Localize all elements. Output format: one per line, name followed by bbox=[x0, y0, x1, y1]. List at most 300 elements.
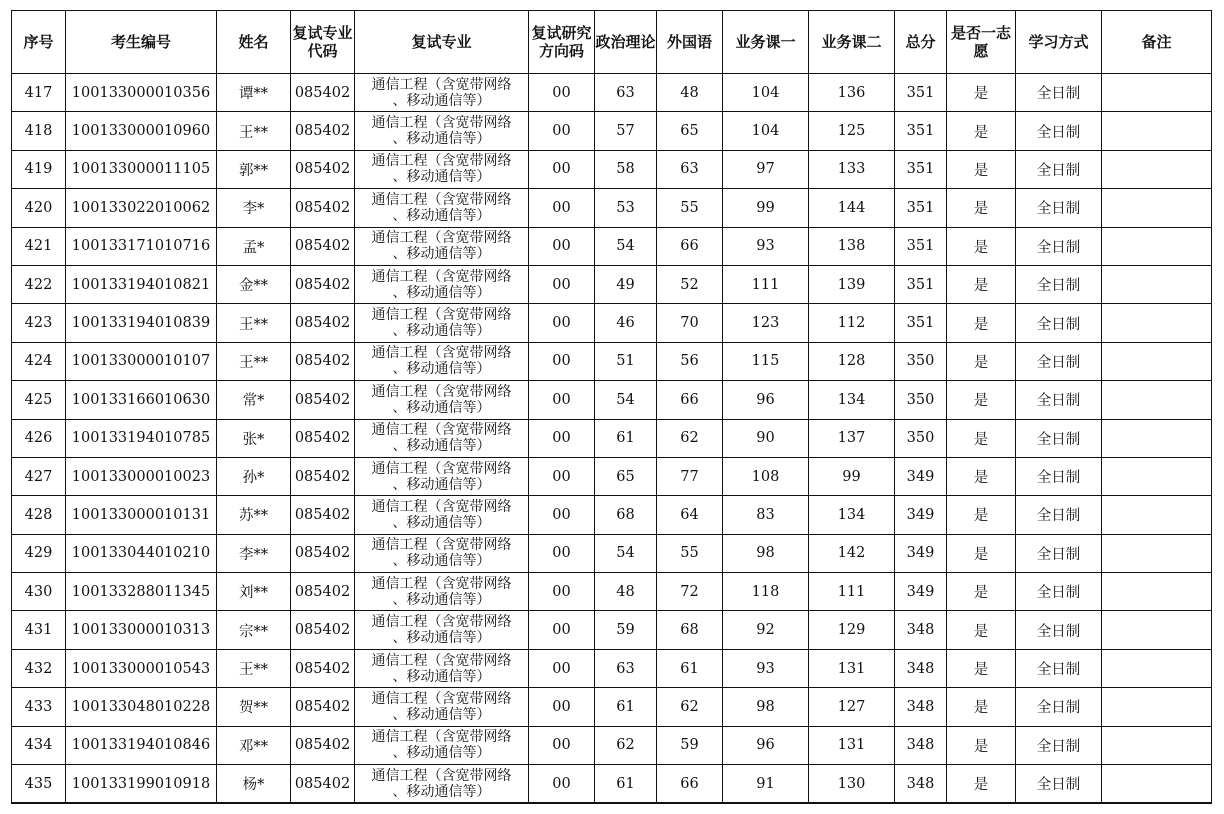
cell-name: 孙* bbox=[217, 457, 291, 495]
cell-major bbox=[355, 496, 529, 534]
cell-exam-id: 100133000010107 bbox=[66, 342, 217, 380]
cell-politics: 59 bbox=[595, 611, 657, 649]
cell-remarks bbox=[1102, 227, 1212, 265]
header-major: 复试专业 bbox=[355, 11, 529, 74]
cell-name: 王** bbox=[217, 112, 291, 150]
cell-course1: 91 bbox=[723, 765, 809, 804]
cell-remarks bbox=[1102, 189, 1212, 227]
cell-study-mode: 全日制 bbox=[1016, 457, 1102, 495]
cell-politics: 54 bbox=[595, 227, 657, 265]
header-name: 姓名 bbox=[217, 11, 291, 74]
cell-language: 64 bbox=[657, 496, 723, 534]
cell-first-choice: 是 bbox=[947, 112, 1016, 150]
cell-exam-id: 100133166010630 bbox=[66, 381, 217, 419]
cell-remarks bbox=[1102, 112, 1212, 150]
major-line-2: 、移动通信等） bbox=[392, 207, 491, 224]
header-direction: 复试研究方向码 bbox=[529, 11, 595, 74]
cell-course1: 104 bbox=[723, 112, 809, 150]
cell-course2: 144 bbox=[809, 189, 895, 227]
major-line-2: 、移动通信等） bbox=[392, 246, 491, 263]
cell-study-mode: 全日制 bbox=[1016, 726, 1102, 764]
cell-exam-id: 100133000010960 bbox=[66, 112, 217, 150]
cell-seq: 428 bbox=[12, 496, 66, 534]
cell-direction: 00 bbox=[529, 304, 595, 342]
cell-direction: 00 bbox=[529, 419, 595, 457]
cell-course1: 83 bbox=[723, 496, 809, 534]
cell-direction: 00 bbox=[529, 573, 595, 611]
major-line-1: 通信工程（含宽带网络 bbox=[371, 498, 512, 515]
cell-total: 351 bbox=[895, 227, 947, 265]
cell-exam-id: 100133000010131 bbox=[66, 496, 217, 534]
cell-exam-id: 100133199010918 bbox=[66, 765, 217, 804]
major-line-1: 通信工程（含宽带网络 bbox=[371, 729, 512, 746]
cell-language: 52 bbox=[657, 265, 723, 303]
cell-major-code: 085402 bbox=[291, 419, 355, 457]
major-line-2: 、移动通信等） bbox=[392, 476, 491, 493]
table-row bbox=[12, 688, 1212, 726]
cell-language: 63 bbox=[657, 150, 723, 188]
cell-first-choice: 是 bbox=[947, 265, 1016, 303]
cell-first-choice: 是 bbox=[947, 419, 1016, 457]
cell-major bbox=[355, 649, 529, 687]
cell-major bbox=[355, 726, 529, 764]
major-line-2: 、移动通信等） bbox=[392, 361, 491, 378]
cell-seq: 419 bbox=[12, 150, 66, 188]
cell-total: 348 bbox=[895, 611, 947, 649]
cell-politics: 46 bbox=[595, 304, 657, 342]
cell-major-code: 085402 bbox=[291, 304, 355, 342]
cell-major bbox=[355, 611, 529, 649]
cell-course2: 134 bbox=[809, 496, 895, 534]
cell-direction: 00 bbox=[529, 381, 595, 419]
cell-direction: 00 bbox=[529, 457, 595, 495]
cell-direction: 00 bbox=[529, 342, 595, 380]
cell-course2: 139 bbox=[809, 265, 895, 303]
cell-total: 351 bbox=[895, 265, 947, 303]
cell-seq: 425 bbox=[12, 381, 66, 419]
cell-language: 66 bbox=[657, 227, 723, 265]
cell-politics: 63 bbox=[595, 649, 657, 687]
cell-direction: 00 bbox=[529, 765, 595, 804]
cell-total: 348 bbox=[895, 726, 947, 764]
cell-language: 55 bbox=[657, 189, 723, 227]
cell-major-code: 085402 bbox=[291, 112, 355, 150]
cell-exam-id: 100133000010313 bbox=[66, 611, 217, 649]
cell-exam-id: 100133022010062 bbox=[66, 189, 217, 227]
cell-direction: 00 bbox=[529, 189, 595, 227]
cell-course2: 125 bbox=[809, 112, 895, 150]
cell-remarks bbox=[1102, 74, 1212, 112]
cell-first-choice: 是 bbox=[947, 189, 1016, 227]
cell-remarks bbox=[1102, 726, 1212, 764]
cell-politics: 61 bbox=[595, 688, 657, 726]
cell-study-mode: 全日制 bbox=[1016, 688, 1102, 726]
header-seq: 序号 bbox=[12, 11, 66, 74]
major-line-2: 、移动通信等） bbox=[392, 438, 491, 455]
cell-name: 孟* bbox=[217, 227, 291, 265]
table-row bbox=[12, 189, 1212, 227]
cell-first-choice: 是 bbox=[947, 611, 1016, 649]
cell-course2: 99 bbox=[809, 457, 895, 495]
cell-politics: 65 bbox=[595, 457, 657, 495]
major-line-2: 、移动通信等） bbox=[392, 783, 491, 800]
cell-major-code: 085402 bbox=[291, 496, 355, 534]
cell-remarks bbox=[1102, 649, 1212, 687]
cell-exam-id: 100133194010821 bbox=[66, 265, 217, 303]
cell-name: 谭** bbox=[217, 74, 291, 112]
cell-name: 李** bbox=[217, 534, 291, 572]
cell-name: 刘** bbox=[217, 573, 291, 611]
cell-direction: 00 bbox=[529, 150, 595, 188]
cell-name: 常* bbox=[217, 381, 291, 419]
major-line-1: 通信工程（含宽带网络 bbox=[371, 614, 512, 631]
cell-seq: 429 bbox=[12, 534, 66, 572]
cell-language: 66 bbox=[657, 381, 723, 419]
cell-politics: 54 bbox=[595, 534, 657, 572]
cell-name: 王** bbox=[217, 649, 291, 687]
major-line-2: 、移动通信等） bbox=[392, 668, 491, 685]
table-row bbox=[12, 304, 1212, 342]
cell-exam-id: 100133194010846 bbox=[66, 726, 217, 764]
cell-first-choice: 是 bbox=[947, 150, 1016, 188]
cell-exam-id: 100133000010543 bbox=[66, 649, 217, 687]
major-line-1: 通信工程（含宽带网络 bbox=[371, 767, 512, 784]
cell-exam-id: 100133048010228 bbox=[66, 688, 217, 726]
cell-name: 苏** bbox=[217, 496, 291, 534]
cell-direction: 00 bbox=[529, 649, 595, 687]
cell-course1: 93 bbox=[723, 649, 809, 687]
cell-study-mode: 全日制 bbox=[1016, 381, 1102, 419]
major-line-2: 、移动通信等） bbox=[392, 553, 491, 570]
cell-politics: 61 bbox=[595, 419, 657, 457]
cell-name: 李* bbox=[217, 189, 291, 227]
cell-remarks bbox=[1102, 304, 1212, 342]
cell-major bbox=[355, 227, 529, 265]
cell-name: 郭** bbox=[217, 150, 291, 188]
cell-politics: 63 bbox=[595, 74, 657, 112]
cell-study-mode: 全日制 bbox=[1016, 227, 1102, 265]
cell-major-code: 085402 bbox=[291, 573, 355, 611]
major-line-2: 、移动通信等） bbox=[392, 591, 491, 608]
header-total: 总分 bbox=[895, 11, 947, 74]
cell-course1: 118 bbox=[723, 573, 809, 611]
cell-remarks bbox=[1102, 457, 1212, 495]
cell-first-choice: 是 bbox=[947, 457, 1016, 495]
major-line-2: 、移动通信等） bbox=[392, 514, 491, 531]
major-line-1: 通信工程（含宽带网络 bbox=[371, 422, 512, 439]
cell-major-code: 085402 bbox=[291, 611, 355, 649]
cell-first-choice: 是 bbox=[947, 342, 1016, 380]
cell-study-mode: 全日制 bbox=[1016, 112, 1102, 150]
cell-name: 宗** bbox=[217, 611, 291, 649]
cell-language: 77 bbox=[657, 457, 723, 495]
header-course2: 业务课二 bbox=[809, 11, 895, 74]
cell-course1: 115 bbox=[723, 342, 809, 380]
cell-course1: 92 bbox=[723, 611, 809, 649]
cell-politics: 62 bbox=[595, 726, 657, 764]
cell-first-choice: 是 bbox=[947, 74, 1016, 112]
cell-first-choice: 是 bbox=[947, 765, 1016, 804]
cell-seq: 426 bbox=[12, 419, 66, 457]
cell-course2: 128 bbox=[809, 342, 895, 380]
table-row bbox=[12, 573, 1212, 611]
cell-politics: 58 bbox=[595, 150, 657, 188]
cell-major-code: 085402 bbox=[291, 227, 355, 265]
cell-politics: 51 bbox=[595, 342, 657, 380]
cell-study-mode: 全日制 bbox=[1016, 534, 1102, 572]
cell-name: 王** bbox=[217, 342, 291, 380]
cell-major bbox=[355, 534, 529, 572]
table-row bbox=[12, 265, 1212, 303]
header-study-mode: 学习方式 bbox=[1016, 11, 1102, 74]
cell-remarks bbox=[1102, 419, 1212, 457]
major-line-2: 、移动通信等） bbox=[392, 706, 491, 723]
cell-politics: 48 bbox=[595, 573, 657, 611]
cell-language: 59 bbox=[657, 726, 723, 764]
cell-course1: 96 bbox=[723, 381, 809, 419]
cell-total: 349 bbox=[895, 496, 947, 534]
cell-study-mode: 全日制 bbox=[1016, 265, 1102, 303]
cell-major-code: 085402 bbox=[291, 265, 355, 303]
major-line-2: 、移动通信等） bbox=[392, 92, 491, 109]
cell-total: 348 bbox=[895, 765, 947, 804]
cell-course2: 127 bbox=[809, 688, 895, 726]
cell-total: 348 bbox=[895, 649, 947, 687]
cell-language: 66 bbox=[657, 765, 723, 804]
cell-first-choice: 是 bbox=[947, 649, 1016, 687]
cell-course2: 138 bbox=[809, 227, 895, 265]
cell-course1: 96 bbox=[723, 726, 809, 764]
cell-major bbox=[355, 112, 529, 150]
cell-study-mode: 全日制 bbox=[1016, 611, 1102, 649]
cell-direction: 00 bbox=[529, 611, 595, 649]
cell-exam-id: 100133000010356 bbox=[66, 74, 217, 112]
header-exam-id: 考生编号 bbox=[66, 11, 217, 74]
header-first-choice: 是否一志愿 bbox=[947, 11, 1016, 74]
cell-remarks bbox=[1102, 765, 1212, 804]
major-line-2: 、移动通信等） bbox=[392, 630, 491, 647]
table-row bbox=[12, 342, 1212, 380]
major-line-2: 、移动通信等） bbox=[392, 399, 491, 416]
cell-course2: 111 bbox=[809, 573, 895, 611]
cell-language: 70 bbox=[657, 304, 723, 342]
major-line-1: 通信工程（含宽带网络 bbox=[371, 191, 512, 208]
cell-language: 56 bbox=[657, 342, 723, 380]
cell-seq: 432 bbox=[12, 649, 66, 687]
cell-remarks bbox=[1102, 381, 1212, 419]
admission-score-table bbox=[11, 10, 1212, 804]
cell-language: 55 bbox=[657, 534, 723, 572]
cell-course1: 99 bbox=[723, 189, 809, 227]
cell-first-choice: 是 bbox=[947, 304, 1016, 342]
cell-study-mode: 全日制 bbox=[1016, 765, 1102, 804]
cell-course2: 142 bbox=[809, 534, 895, 572]
cell-name: 贺** bbox=[217, 688, 291, 726]
cell-study-mode: 全日制 bbox=[1016, 304, 1102, 342]
cell-major-code: 085402 bbox=[291, 457, 355, 495]
cell-course1: 123 bbox=[723, 304, 809, 342]
cell-course1: 90 bbox=[723, 419, 809, 457]
cell-course1: 98 bbox=[723, 534, 809, 572]
cell-first-choice: 是 bbox=[947, 496, 1016, 534]
cell-language: 62 bbox=[657, 419, 723, 457]
cell-remarks bbox=[1102, 342, 1212, 380]
cell-language: 65 bbox=[657, 112, 723, 150]
cell-seq: 417 bbox=[12, 74, 66, 112]
cell-major bbox=[355, 150, 529, 188]
cell-exam-id: 100133288011345 bbox=[66, 573, 217, 611]
cell-seq: 430 bbox=[12, 573, 66, 611]
cell-direction: 00 bbox=[529, 112, 595, 150]
cell-major-code: 085402 bbox=[291, 688, 355, 726]
cell-exam-id: 100133044010210 bbox=[66, 534, 217, 572]
cell-major-code: 085402 bbox=[291, 765, 355, 804]
major-line-2: 、移动通信等） bbox=[392, 169, 491, 186]
cell-seq: 431 bbox=[12, 611, 66, 649]
cell-total: 351 bbox=[895, 150, 947, 188]
cell-language: 68 bbox=[657, 611, 723, 649]
cell-course2: 134 bbox=[809, 381, 895, 419]
cell-politics: 49 bbox=[595, 265, 657, 303]
cell-direction: 00 bbox=[529, 227, 595, 265]
cell-major bbox=[355, 74, 529, 112]
cell-seq: 424 bbox=[12, 342, 66, 380]
header-row bbox=[12, 11, 1212, 74]
cell-study-mode: 全日制 bbox=[1016, 189, 1102, 227]
cell-remarks bbox=[1102, 611, 1212, 649]
major-line-1: 通信工程（含宽带网络 bbox=[371, 690, 512, 707]
table-row bbox=[12, 419, 1212, 457]
table-row bbox=[12, 726, 1212, 764]
header-language: 外国语 bbox=[657, 11, 723, 74]
table-row bbox=[12, 227, 1212, 265]
major-line-1: 通信工程（含宽带网络 bbox=[371, 652, 512, 669]
cell-seq: 422 bbox=[12, 265, 66, 303]
major-line-2: 、移动通信等） bbox=[392, 745, 491, 762]
cell-course2: 137 bbox=[809, 419, 895, 457]
cell-name: 杨* bbox=[217, 765, 291, 804]
major-line-1: 通信工程（含宽带网络 bbox=[371, 345, 512, 362]
cell-seq: 427 bbox=[12, 457, 66, 495]
cell-total: 351 bbox=[895, 189, 947, 227]
cell-direction: 00 bbox=[529, 688, 595, 726]
cell-language: 62 bbox=[657, 688, 723, 726]
cell-exam-id: 100133194010839 bbox=[66, 304, 217, 342]
cell-course1: 108 bbox=[723, 457, 809, 495]
cell-major bbox=[355, 765, 529, 804]
cell-name: 邓** bbox=[217, 726, 291, 764]
table-row bbox=[12, 534, 1212, 572]
cell-language: 61 bbox=[657, 649, 723, 687]
cell-major-code: 085402 bbox=[291, 726, 355, 764]
major-line-1: 通信工程（含宽带网络 bbox=[371, 575, 512, 592]
cell-language: 72 bbox=[657, 573, 723, 611]
cell-exam-id: 100133194010785 bbox=[66, 419, 217, 457]
major-line-1: 通信工程（含宽带网络 bbox=[371, 307, 512, 324]
cell-language: 48 bbox=[657, 74, 723, 112]
cell-remarks bbox=[1102, 150, 1212, 188]
cell-exam-id: 100133171010716 bbox=[66, 227, 217, 265]
cell-total: 351 bbox=[895, 112, 947, 150]
cell-course1: 104 bbox=[723, 74, 809, 112]
cell-major bbox=[355, 381, 529, 419]
cell-course2: 112 bbox=[809, 304, 895, 342]
cell-course2: 130 bbox=[809, 765, 895, 804]
cell-seq: 423 bbox=[12, 304, 66, 342]
major-line-1: 通信工程（含宽带网络 bbox=[371, 268, 512, 285]
cell-course2: 131 bbox=[809, 726, 895, 764]
cell-major bbox=[355, 419, 529, 457]
cell-study-mode: 全日制 bbox=[1016, 150, 1102, 188]
cell-remarks bbox=[1102, 496, 1212, 534]
cell-remarks bbox=[1102, 573, 1212, 611]
cell-major-code: 085402 bbox=[291, 189, 355, 227]
cell-seq: 434 bbox=[12, 726, 66, 764]
cell-total: 351 bbox=[895, 304, 947, 342]
cell-major-code: 085402 bbox=[291, 150, 355, 188]
cell-major bbox=[355, 573, 529, 611]
cell-politics: 54 bbox=[595, 381, 657, 419]
cell-course1: 111 bbox=[723, 265, 809, 303]
cell-major-code: 085402 bbox=[291, 381, 355, 419]
header-major-code: 复试专业代码 bbox=[291, 11, 355, 74]
cell-politics: 68 bbox=[595, 496, 657, 534]
cell-total: 349 bbox=[895, 457, 947, 495]
cell-course1: 93 bbox=[723, 227, 809, 265]
cell-course1: 98 bbox=[723, 688, 809, 726]
cell-seq: 421 bbox=[12, 227, 66, 265]
cell-remarks bbox=[1102, 534, 1212, 572]
major-line-1: 通信工程（含宽带网络 bbox=[371, 153, 512, 170]
cell-study-mode: 全日制 bbox=[1016, 649, 1102, 687]
cell-name: 金** bbox=[217, 265, 291, 303]
table-row bbox=[12, 457, 1212, 495]
cell-first-choice: 是 bbox=[947, 534, 1016, 572]
major-line-1: 通信工程（含宽带网络 bbox=[371, 76, 512, 93]
cell-exam-id: 100133000010023 bbox=[66, 457, 217, 495]
cell-direction: 00 bbox=[529, 265, 595, 303]
table-row bbox=[12, 112, 1212, 150]
table-row bbox=[12, 765, 1212, 804]
cell-major bbox=[355, 688, 529, 726]
cell-total: 350 bbox=[895, 342, 947, 380]
table-row bbox=[12, 496, 1212, 534]
cell-major-code: 085402 bbox=[291, 342, 355, 380]
cell-major bbox=[355, 189, 529, 227]
cell-exam-id: 100133000011105 bbox=[66, 150, 217, 188]
cell-study-mode: 全日制 bbox=[1016, 496, 1102, 534]
cell-major-code: 085402 bbox=[291, 649, 355, 687]
cell-course2: 136 bbox=[809, 74, 895, 112]
cell-remarks bbox=[1102, 265, 1212, 303]
cell-course2: 131 bbox=[809, 649, 895, 687]
cell-seq: 420 bbox=[12, 189, 66, 227]
cell-study-mode: 全日制 bbox=[1016, 573, 1102, 611]
cell-major-code: 085402 bbox=[291, 534, 355, 572]
cell-seq: 418 bbox=[12, 112, 66, 150]
major-line-1: 通信工程（含宽带网络 bbox=[371, 383, 512, 400]
cell-major bbox=[355, 265, 529, 303]
cell-study-mode: 全日制 bbox=[1016, 342, 1102, 380]
major-line-1: 通信工程（含宽带网络 bbox=[371, 115, 512, 132]
table-row bbox=[12, 74, 1212, 112]
cell-major bbox=[355, 304, 529, 342]
cell-remarks bbox=[1102, 688, 1212, 726]
cell-total: 349 bbox=[895, 534, 947, 572]
cell-study-mode: 全日制 bbox=[1016, 74, 1102, 112]
major-line-2: 、移动通信等） bbox=[392, 131, 491, 148]
table-row bbox=[12, 611, 1212, 649]
